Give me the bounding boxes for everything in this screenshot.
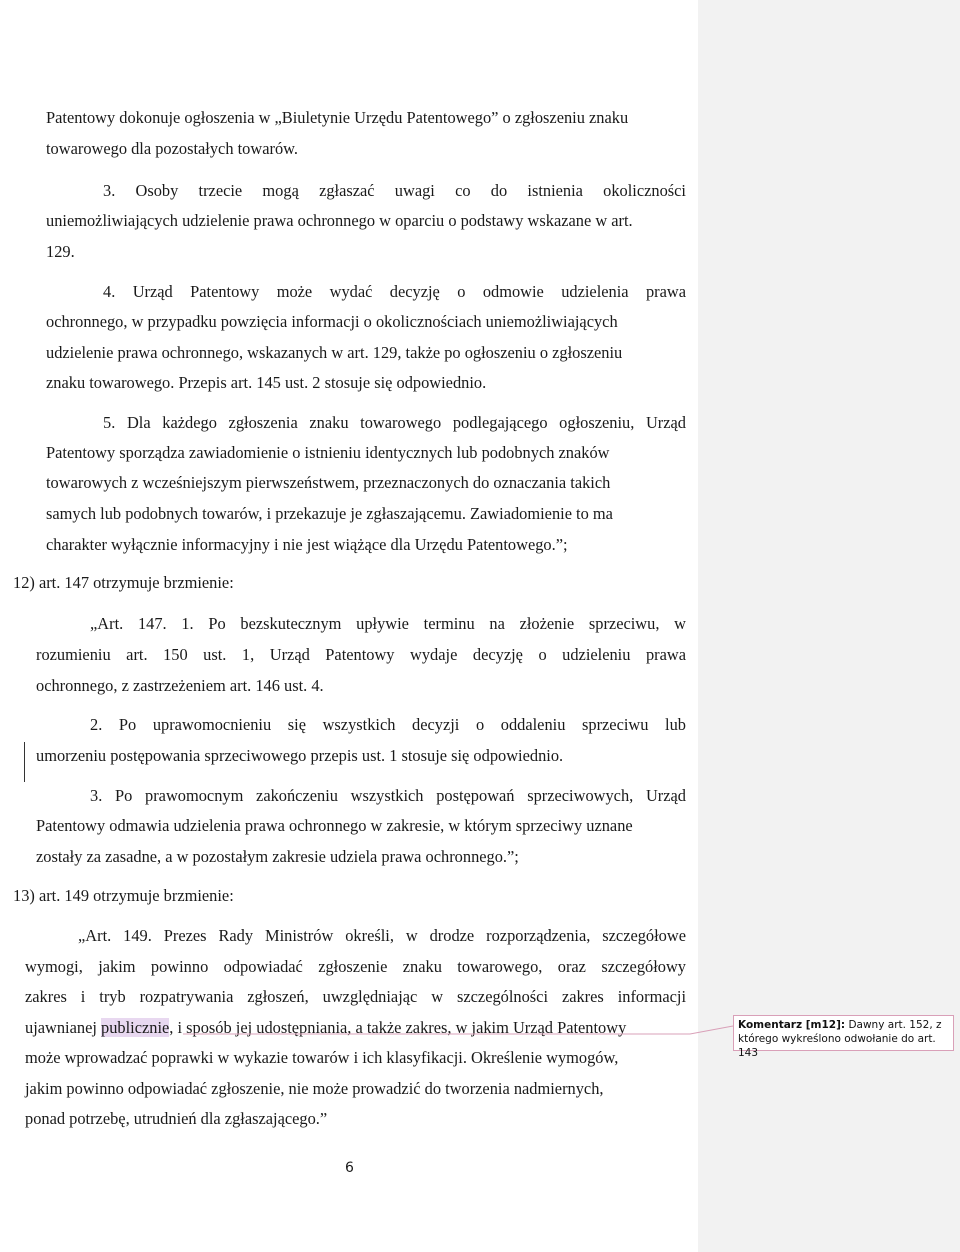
text-line: Patentowy sporządza zawiadomienie o istnieniu identycznych lub podobnych znaków [46,443,610,462]
text-line: „Art. 147. 1. Po bezskutecznym upływie terminu na złożenie sprzeciwu, w [90,614,686,633]
comment-text: Dawny art. 152, z którego wykreślono odwołanie do art. 143 [738,1019,942,1059]
text-line: ochronnego, z zastrzeżeniem art. 146 ust. 4. [36,676,324,695]
text-line: udzielenie prawa ochronnego, wskazanych w art. 129, także po ogłoszeniu o zgłoszeniu [46,343,623,362]
text-line: 3. Po prawomocnym zakończeniu wszystkich postępowań sprzeciwowych, Urząd [90,786,686,805]
text-line: charakter wyłącznie informacyjny i nie jest wiążące dla Urzędu Patentowego.”; [46,535,568,554]
text-line: umorzeniu postępowania sprzeciwowego przepis ust. 1 stosuje się odpowiednio. [36,746,564,765]
text-line: znaku towarowego. Przepis art. 145 ust. 2 stosuje się odpowiednio. [46,373,487,392]
comment-margin-pane [698,0,960,1252]
text-line: 2. Po uprawomocnieniu się wszystkich decyzji o oddaleniu sprzeciwu lub [90,715,686,734]
text-line: 3. Osoby trzecie mogą zgłaszać uwagi co do istnienia okoliczności [103,181,686,200]
text-line: 5. Dla każdego zgłoszenia znaku towarowego podlegającego ogłoszeniu, Urząd [103,413,686,432]
text-line: zakres i tryb rozpatrywania zgłoszeń, uwzględniając w szczególności zakres informacji [25,987,686,1006]
text-line [25,1018,626,1038]
text-line: towarowych z wcześniejszym pierwszeństwem, przeznaczonych do oznaczania takich [46,473,611,492]
text-line: Patentowy odmawia udzielenia prawa ochronnego w zakresie, w którym sprzeciwy uznane [36,816,633,835]
comment-balloon[interactable] [733,1015,954,1059]
commented-text[interactable]: publicznie [101,1018,170,1037]
text-line: towarowego dla pozostałych towarów. [46,139,299,158]
change-bar [24,742,25,782]
text-line: jakim powinno odpowiadać zgłoszenie, nie może prowadzić do tworzenia nadmiernych, [25,1079,604,1098]
text-line: ponad potrzebę, utrudnień dla zgłaszającego.” [25,1109,328,1128]
text-line: uniemożliwiających udzielenie prawa ochronnego w oparciu o podstawy wskazane w art. [46,211,633,230]
text-segment: , i sposób jej udostępniania, a także zakres, w jakim Urząd Patentowy [169,1018,627,1037]
text-line: „Art. 149. Prezes Rady Ministrów określi, w drodze rozporządzenia, szczegółowe [78,926,686,945]
text-line: 129. [46,242,75,261]
text-line: 12) art. 147 otrzymuje brzmienie: [13,573,234,592]
text-line: 4. Urząd Patentowy może wydać decyzję o odmowie udzielenia prawa [103,282,686,301]
text-line: ochronnego, w przypadku powzięcia informacji o okolicznościach uniemożliwiających [46,312,618,331]
text-line: samych lub podobnych towarów, i przekazuje je zgłaszającemu. Zawiadomienie to ma [46,504,613,523]
text-line: rozumieniu art. 150 ust. 1, Urząd Patentowy wydaje decyzję o udzieleniu prawa [36,645,686,664]
text-line: może wprowadzać poprawki w wykazie towarów i ich klasyfikacji. Określenie wymogów, [25,1048,619,1067]
text-segment: ujawnianej [25,1018,102,1037]
text-line: Patentowy dokonuje ogłoszenia w „Biuletynie Urzędu Patentowego” o zgłoszeniu znaku [46,108,629,127]
page-number: 6 [345,1160,354,1176]
text-line: wymogi, jakim powinno odpowiadać zgłoszenie znaku towarowego, oraz szczegółowy [25,957,686,976]
text-line: 13) art. 149 otrzymuje brzmienie: [13,886,234,905]
comment-label: Komentarz [m12]: [738,1019,846,1031]
text-line: zostały za zasadne, a w pozostałym zakresie udziela prawa ochronnego.”; [36,847,519,866]
